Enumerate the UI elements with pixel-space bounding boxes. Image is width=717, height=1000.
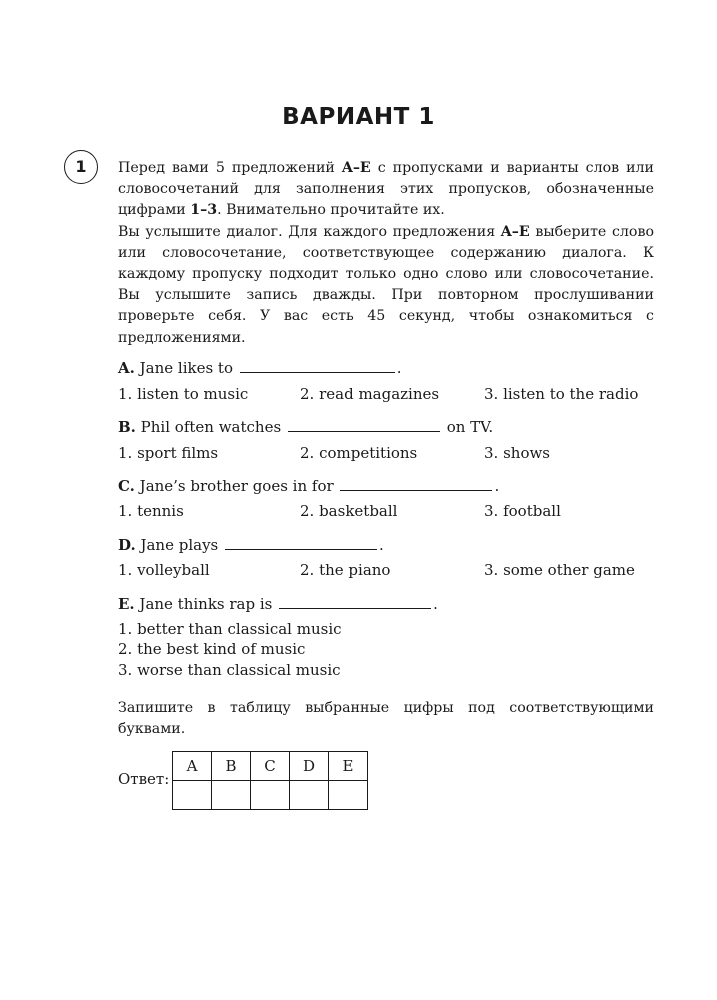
instructions-text: Перед вами 5 предложений: [118, 160, 342, 176]
question-text: Jane’s brother goes in for: [134, 477, 339, 495]
write-instruction: Запишите в таблицу выбранные цифры под соответствующими буквами.: [118, 700, 654, 737]
option-d-3: 3. some other game: [484, 561, 635, 579]
option-a-2: 2. read magazines: [300, 385, 440, 403]
option-d-2: 2. the piano: [300, 561, 391, 579]
option-e-1: 1. better than classical music: [118, 620, 342, 638]
option-c-1: 1. tennis: [118, 502, 184, 520]
answer-label: Ответ:: [118, 770, 170, 788]
instructions-text: выберите слово или словосочетание, соответствующее содержанию диалога. К каждому пропуску подходит только одно слово или словосочетание. Вы услышите запись дважды. При повторном прослушивании проверьте себя. У вас есть 45 секунд, чтобы ознакомиться с предложениями.: [118, 223, 654, 346]
question-letter: A.: [118, 359, 135, 377]
question-text-end: on TV.: [441, 418, 494, 436]
answer-blank: [225, 536, 377, 550]
question-text: Jane thinks rap is: [134, 595, 278, 613]
answer-cell-b[interactable]: [212, 781, 251, 810]
question-text: Phil often watches: [135, 418, 286, 436]
page-title: ВАРИАНТ 1: [282, 104, 435, 130]
option-b-3: 3. shows: [484, 444, 551, 462]
question-text: Jane likes to: [134, 359, 238, 377]
answer-blank: [240, 359, 395, 373]
option-c-2: 2. basketball: [300, 502, 398, 520]
question-text-end: .: [494, 477, 500, 495]
answer-cell-d[interactable]: [290, 781, 329, 810]
instructions-paragraph-1: [118, 158, 654, 222]
instructions-text: с пропусками и варианты слов или словосочетаний для заполнения этих пропусков, обозначенные цифрами: [118, 160, 654, 219]
answer-cell-c[interactable]: [251, 781, 290, 810]
question-letter: B.: [118, 418, 136, 436]
question-letter: E.: [118, 595, 135, 613]
question-b: [118, 417, 493, 437]
option-e-3: 3. worse than classical music: [118, 661, 341, 679]
answer-header-a: A: [173, 752, 212, 781]
option-e-2: 2. the best kind of music: [118, 640, 306, 658]
option-b-2: 2. competitions: [300, 444, 418, 462]
answer-blank: [288, 418, 440, 432]
answer-blank: [279, 595, 431, 609]
task-number-badge: 1: [64, 150, 98, 184]
option-b-1: 1. sport films: [118, 444, 219, 462]
option-c-3: 3. football: [484, 502, 561, 520]
instructions-text: Вы услышите диалог. Для каждого предложения: [118, 223, 501, 240]
answer-cell-a[interactable]: [173, 781, 212, 810]
instructions-bold: A–E: [500, 223, 530, 240]
answer-cell-e[interactable]: [329, 781, 368, 810]
option-a-3: 3. listen to the radio: [484, 385, 639, 403]
question-text: Jane plays: [135, 536, 224, 554]
task-instructions: [118, 158, 654, 349]
answer-table: [172, 751, 368, 810]
question-e: [118, 594, 438, 614]
question-c: [118, 476, 499, 496]
answer-header-d: D: [290, 752, 329, 781]
question-letter: D.: [118, 536, 136, 554]
instructions-bold: A–E: [341, 160, 371, 176]
option-d-1: 1. volleyball: [118, 561, 210, 579]
answer-table-input-row: [173, 781, 368, 810]
question-d: [118, 535, 384, 555]
instructions-paragraph-2: [118, 222, 654, 349]
answer-table-header-row: [173, 752, 368, 781]
option-a-1: 1. listen to music: [118, 385, 249, 403]
question-text-end: .: [396, 359, 402, 377]
instructions-text: . Внимательно прочитайте их.: [217, 202, 445, 219]
question-a: [118, 358, 402, 378]
question-letter: C.: [118, 477, 135, 495]
question-text-end: .: [433, 595, 438, 613]
question-text-end: .: [379, 536, 384, 554]
answer-blank: [340, 477, 492, 491]
answer-header-b: B: [212, 752, 251, 781]
answer-header-c: C: [251, 752, 290, 781]
instructions-bold: 1–3: [190, 202, 218, 219]
answer-header-e: E: [329, 752, 368, 781]
